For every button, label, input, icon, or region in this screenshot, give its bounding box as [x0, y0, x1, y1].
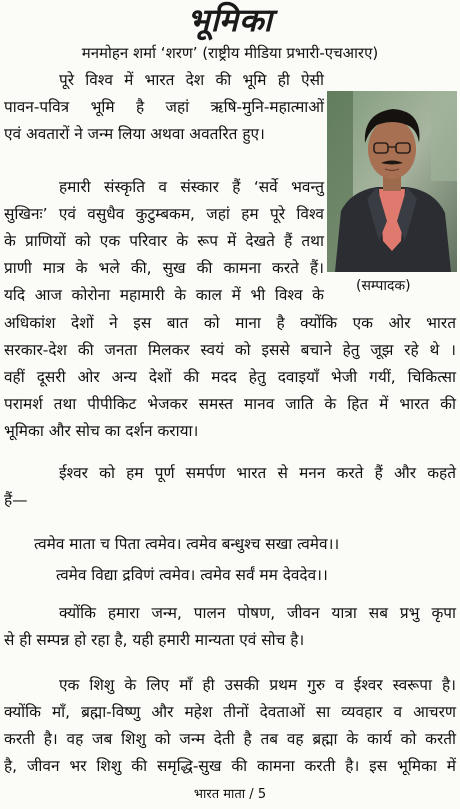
- paragraph-line: पूरे विश्व में भारत देश की भूमि ही ऐसी: [59, 71, 324, 89]
- paragraph-line: से ही सम्पन्न हो रहा है, यही हमारी मान्यता एवं सोच है।: [4, 631, 305, 649]
- paragraph-line: प्राणी मात्र के भले की, सुख की कामना करते हैं।: [4, 259, 324, 277]
- paragraph-line: ईश्वर को हम पूर्ण समर्पण भारत से मनन करते हैं और कहते: [59, 464, 456, 482]
- paragraph-line: अधिकांश देशों ने इस बात को माना है क्योंकि एक ओर भारत: [4, 314, 456, 332]
- paragraph-line: सुखिनः’ एवं वसुधैव कुटुम्बकम, जहां हम पूरे विश्व: [4, 205, 324, 223]
- paragraph-line: एवं अवतारों ने जन्म लिया अथवा अवतरित हुए।: [4, 125, 265, 143]
- paragraph-line: एक शिशु के लिए माँ ही उसकी प्रथम गुरु व ईश्वर स्वरूपा है।: [59, 676, 456, 694]
- page-footer: भारत माता / 5: [193, 787, 267, 802]
- paragraph-line: क्योंकि माँ, ब्रह्मा-विष्णु और महेश तीनों देवताओं सा व्यवहार व आचरण: [4, 703, 456, 721]
- paragraph-line: है, जीवन भर शिशु की समृद्धि-सुख की कामना करती है। इस भूमिका में: [4, 757, 456, 775]
- paragraph-line: हमारी संस्कृति व संस्कार हैं ‘सर्वे भवन्तु: [59, 178, 324, 196]
- paragraph-line: पावन-पवित्र भूमि है जहां ऋषि-मुनि-महात्माओं: [4, 98, 324, 116]
- paragraph-line: परामर्श तथा पीपीकिट भेजकर समस्त मानव जाति के हित में भारत की: [4, 395, 456, 413]
- paragraph-line: यदि आज कोरोना महामारी के काल में भी विश्व के: [4, 286, 324, 304]
- paragraph-line: करती है। वह जब शिशु को जन्म देती है तब वह ब्रह्मा के कार्य को करती: [4, 730, 456, 748]
- paragraph-line: क्योंकि हमारा जन्म, पालन पोषण, जीवन यात्रा सब प्रभु कृपा: [59, 604, 456, 622]
- author-photo: [327, 91, 457, 272]
- author-byline: मनमोहन शर्मा ‘शरण’ (राष्ट्रीय मीडिया प्रभारी-एचआरए): [81, 44, 379, 62]
- paragraph-line: हैं—: [4, 491, 28, 509]
- verse-line: त्वमेव माता च पिता त्वमेव। त्वमेव बन्धुश्च सखा त्वमेव।।: [34, 535, 340, 553]
- page-title: भूमिका: [187, 1, 273, 39]
- paragraph-line: के प्राणियों को एक परिवार के रूप में देखते हैं तथा: [4, 232, 324, 250]
- paragraph-line: सरकार-देश की जनता मिलकर स्वयं को इससे बचाने हेतु जूझ रहे थे ।: [4, 341, 456, 359]
- author-portrait-image: [327, 91, 457, 272]
- verse-line: त्वमेव विद्या द्रविणं त्वमेव। त्वमेव सर्वं मम देवदेव।।: [56, 566, 328, 584]
- paragraph-line: भूमिका और सोच का दर्शन कराया।: [4, 422, 199, 440]
- photo-caption: (सम्पादक): [356, 278, 411, 294]
- paragraph-line: वहीं दूसरी ओर अन्य देशों की मदद हेतु दवाइयाँ भेजी गयीं, चिकित्सा: [4, 368, 456, 386]
